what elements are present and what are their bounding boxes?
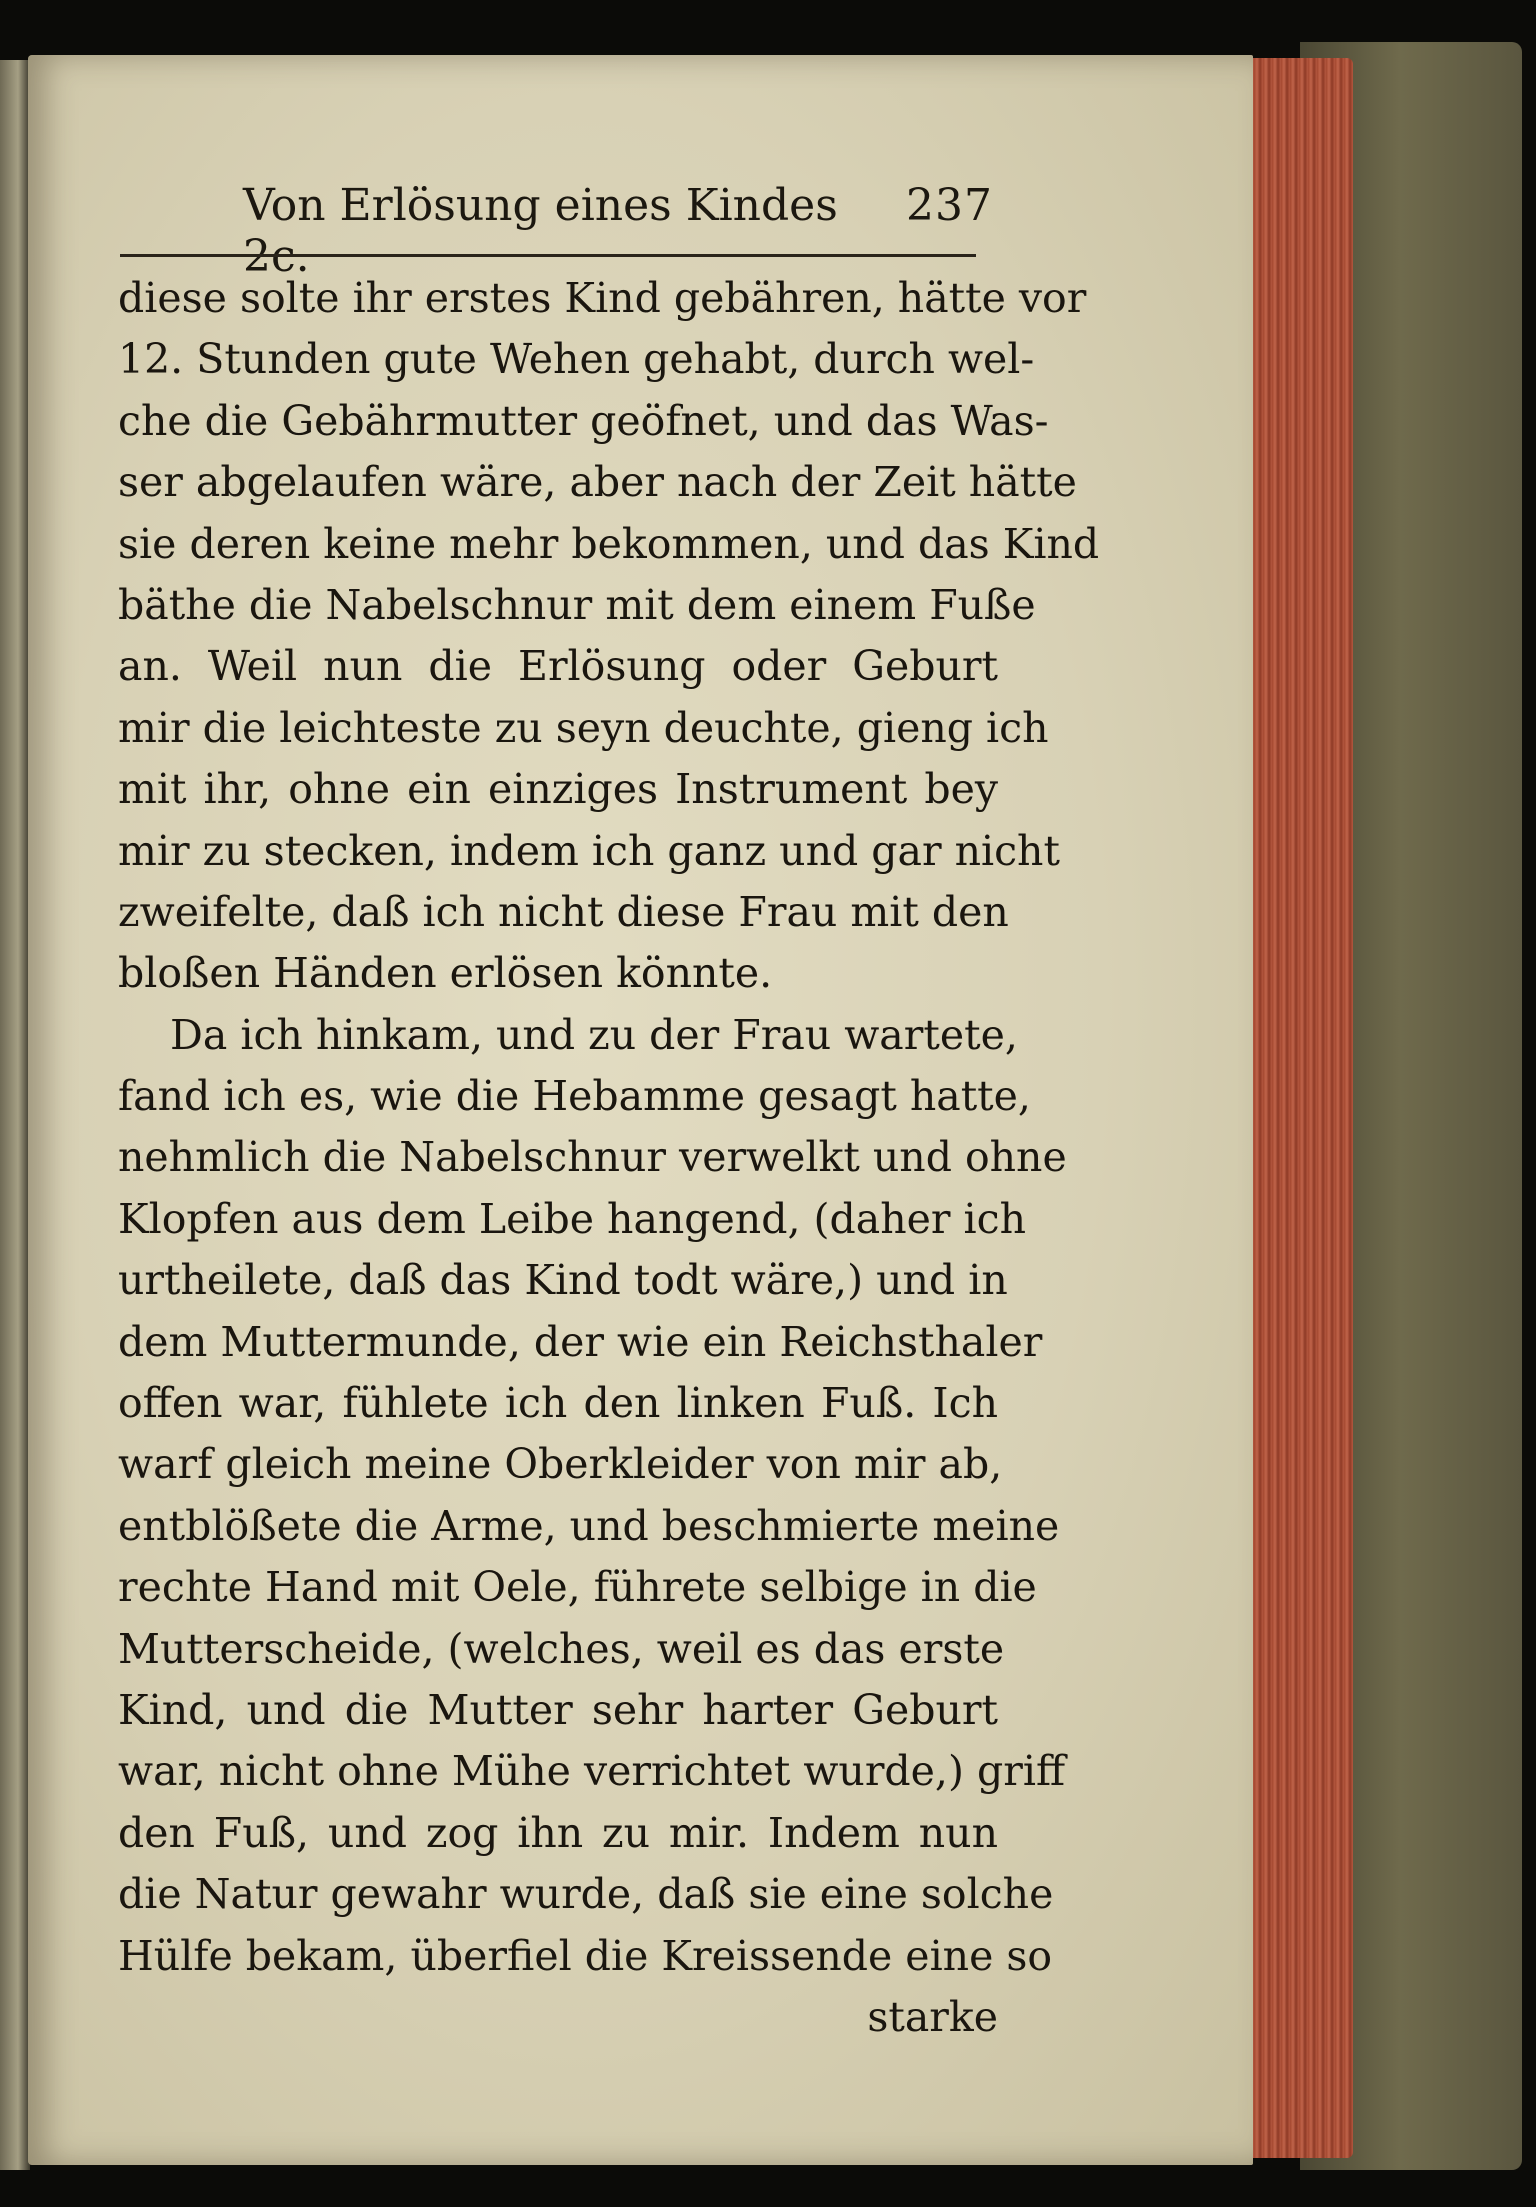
text-line: urtheilete, daß das Kind todt wäre,) und in xyxy=(118,1256,1008,1305)
catchword: starke xyxy=(867,1992,998,2041)
text-line: che die Gebährmutter geöfnet, und das Was- xyxy=(118,396,1049,445)
text-line: nehmlich die Nabelschnur verwelkt und ohne xyxy=(118,1133,1067,1182)
text-line: Klopfen aus dem Leibe hangend, (daher ich xyxy=(118,1194,1026,1243)
text-line: fand ich es, wie die Hebamme gesagt hatte, xyxy=(118,1072,1031,1121)
page-number: 237 xyxy=(906,180,993,231)
text-line: sie deren keine mehr bekommen, und das Kind xyxy=(118,519,1100,568)
text-line: diese solte ihr erstes Kind gebähren, hätte vor xyxy=(118,274,1087,322)
text-line: bäthe die Nabelschnur mit dem einem Fuße xyxy=(118,580,1036,629)
text-line: mit ihr, ohne ein einziges Instrument bey xyxy=(118,765,998,814)
text-line: Kind, und die Mutter sehr harter Geburt xyxy=(118,1685,998,1734)
text-line: die Natur gewahr wurde, daß sie eine solche xyxy=(118,1870,1054,1919)
text-line: an. Weil nun die Erlösung oder Geburt xyxy=(118,642,998,691)
text-line: dem Muttermunde, der wie ein Reichsthaler xyxy=(118,1317,1043,1366)
text-line: warf gleich meine Oberkleider von mir ab, xyxy=(118,1440,1003,1489)
text-line: Da ich hinkam, und zu der Frau wartete, xyxy=(170,1010,1018,1059)
running-head xyxy=(243,180,993,282)
text-line: Mutterscheide, (welches, weil es das erste xyxy=(118,1624,1005,1673)
text-line: bloßen Händen erlösen könnte. xyxy=(118,949,773,998)
text-line: zweifelte, daß ich nicht diese Frau mit den xyxy=(118,887,1009,936)
text-line: den Fuß, und zog ihn zu mir. Indem nun xyxy=(118,1808,998,1857)
text-line: ser abgelaufen wäre, aber nach der Zeit hätte xyxy=(118,458,1077,507)
text-line: entblößete die Arme, und beschmierte meine xyxy=(118,1501,1060,1550)
header-rule xyxy=(120,254,976,257)
text-line: rechte Hand mit Oele, führete selbige in die xyxy=(118,1563,1037,1612)
text-line: mir zu stecken, indem ich ganz und gar nicht xyxy=(118,826,1060,875)
text-line: offen war, fühlete ich den linken Fuß. Ich xyxy=(118,1379,998,1428)
text-line: mir die leichteste zu seyn deuchte, gieng ich xyxy=(118,703,1049,752)
facing-page-edge xyxy=(0,60,30,2170)
text-line: 12. Stunden gute Wehen gehabt, durch wel- xyxy=(118,335,1035,384)
body-text xyxy=(118,268,1100,2048)
text-line: Hülfe bekam, überfiel die Kreissende eine so xyxy=(118,1931,1053,1980)
text-line: war, nicht ohne Mühe verrichtet wurde,) griff xyxy=(118,1747,1066,1796)
running-title: Von Erlösung eines Kindes 2c. xyxy=(243,180,838,282)
page-block-edge xyxy=(1245,58,1353,2158)
